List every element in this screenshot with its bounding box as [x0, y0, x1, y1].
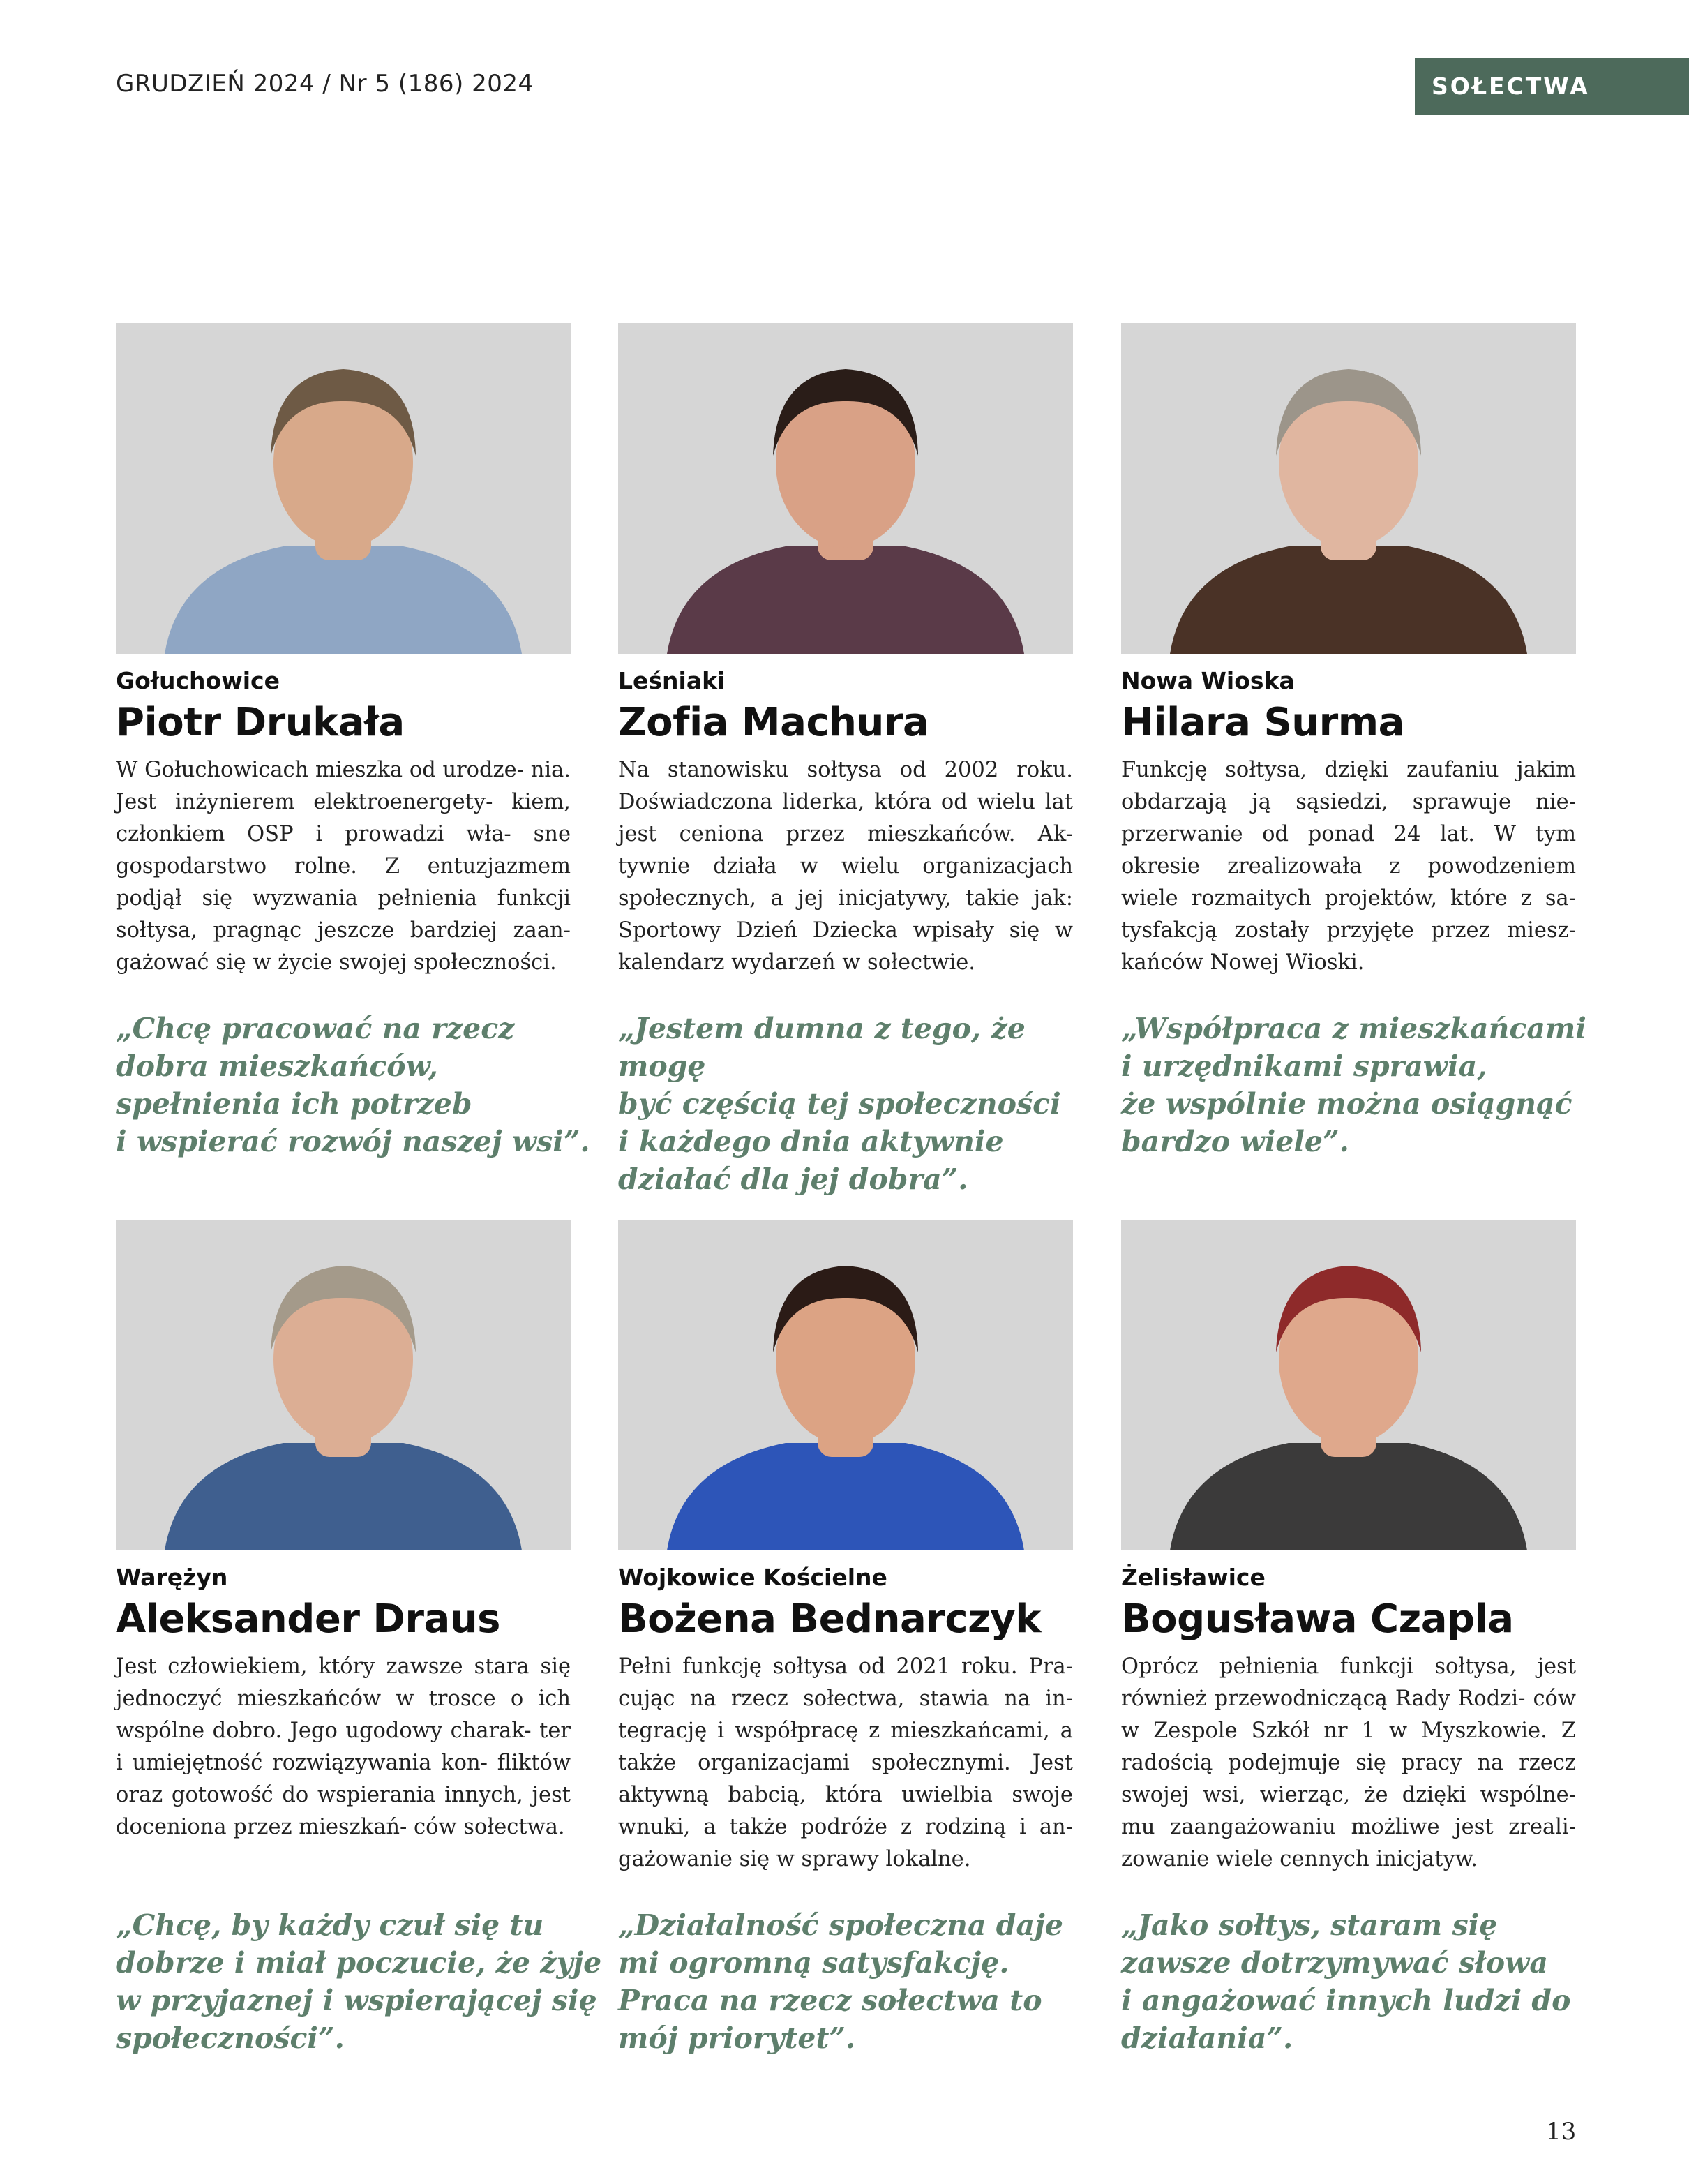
quote-text: „Działalność społeczna daje mi ogromną satysfakcję. Praca na rzecz sołectwa to mój priorytet”.	[618, 1908, 1063, 2055]
portrait-photo	[116, 1220, 571, 1550]
portrait-photo	[1121, 323, 1576, 654]
person-name: Hilara Surma	[1121, 700, 1404, 745]
section-label: SOŁECTWA	[1415, 58, 1689, 115]
village-name: Nowa Wioska	[1121, 667, 1295, 694]
village-name: Gołuchowice	[116, 667, 280, 694]
quote-text: „Współpraca z mieszkańcami i urzędnikami sprawia, że wspólnie można osiągnąć bardzo wiele”.	[1121, 1012, 1586, 1158]
village-name: Wojkowice Kościelne	[618, 1564, 887, 1591]
quote-text: „Chcę, by każdy czuł się tu dobrze i miał poczucie, że żyje w przyjaznej i wspierającej się społeczności”.	[116, 1908, 602, 2055]
portrait-photo	[618, 323, 1073, 654]
portrait-silhouette	[618, 1220, 1073, 1550]
quote-text: „Jako sołtys, staram się zawsze dotrzymywać słowa i angażować innych ludzi do działania”.	[1121, 1908, 1571, 2055]
page-number: 13	[1546, 2118, 1577, 2146]
quote-text: „Chcę pracować na rzecz dobra mieszkańców, spełnienia ich potrzeb i wspierać rozwój naszej wsi”.	[116, 1012, 590, 1158]
bio-text: Pełni funkcję sołtysa od 2021 roku. Pra- cując na rzecz sołectwa, stawia na in- tegrację i współpracę z mieszkańcami, a także organizacjami społecznymi. Jest aktywną babcią, która uwielbia swoje wnuki, a także podróże z rodziną i an- gażowanie się w sprawy lokalne.	[618, 1654, 1073, 1871]
portrait-silhouette	[116, 1220, 571, 1550]
bio-text: Funkcję sołtysa, dzięki zaufaniu jakim obdarzają ją sąsiedzi, sprawuje nie- przerwanie od ponad 24 lat. W tym okresie zrealizowała z powodzeniem wiele rozmaitych projektów, które z sa- tysfakcją zostały przyjęte przez miesz- kańców Nowej Wioski.	[1121, 758, 1576, 975]
portrait-silhouette	[116, 323, 571, 654]
village-name: Żelisławice	[1121, 1564, 1266, 1591]
person-name: Aleksander Draus	[116, 1596, 501, 1642]
issue-info: GRUDZIEŃ 2024 / Nr 5 (186) 2024	[116, 70, 534, 98]
portrait-photo	[116, 323, 571, 654]
person-name: Bożena Bednarczyk	[618, 1596, 1041, 1642]
portrait-silhouette	[1121, 1220, 1576, 1550]
portrait-photo	[1121, 1220, 1576, 1550]
bio-text: Na stanowisku sołtysa od 2002 roku. Doświadczona liderka, która od wielu lat jest ceniona przez mieszkańców. Ak- tywnie działa w wielu organizacjach społecznych, a jej inicjatywy, takie jak: Sportowy Dzień Dziecka wpisały się w kalendarz wydarzeń w sołectwie.	[618, 758, 1073, 975]
portrait-silhouette	[1121, 323, 1576, 654]
quote-text: „Jestem dumna z tego, że mogę być częścią tej społeczności i każdego dnia aktywnie działać dla jej dobra”.	[618, 1012, 1061, 1196]
village-name: Leśniaki	[618, 667, 726, 694]
person-name: Piotr Drukała	[116, 700, 405, 745]
bio-text: W Gołuchowicach mieszka od urodze- nia. Jest inżynierem elektroenergety- kiem, członkiem OSP i prowadzi wła- sne gospodarstwo rolne. Z entuzjazmem podjął się wyzwania pełnienia funkcji sołtysa, pragnąc jeszcze bardziej zaan- gażować się w życie swojej społeczności.	[116, 758, 571, 975]
bio-text: Oprócz pełnienia funkcji sołtysa, jest również przewodniczącą Rady Rodzi- ców w Zespole Szkół nr 1 w Myszkowie. Z radością podejmuje się pracy na rzecz swojej wsi, wierząc, że dzięki wspólne- mu zaangażowaniu możliwe jest zreali- zowanie wiele cennych inicjatyw.	[1121, 1654, 1576, 1871]
bio-text: Jest człowiekiem, który zawsze stara się jednoczyć mieszkańców w trosce o ich wspólne dobro. Jego ugodowy charak- ter i umiejętność rozwiązywania kon- fliktów oraz gotowość do wspierania innych, jest doceniona przez mieszkań- ców sołectwa.	[116, 1654, 571, 1839]
portrait-photo	[618, 1220, 1073, 1550]
village-name: Warężyn	[116, 1564, 228, 1591]
portrait-silhouette	[618, 323, 1073, 654]
person-name: Bogusława Czapla	[1121, 1596, 1514, 1642]
person-name: Zofia Machura	[618, 700, 929, 745]
